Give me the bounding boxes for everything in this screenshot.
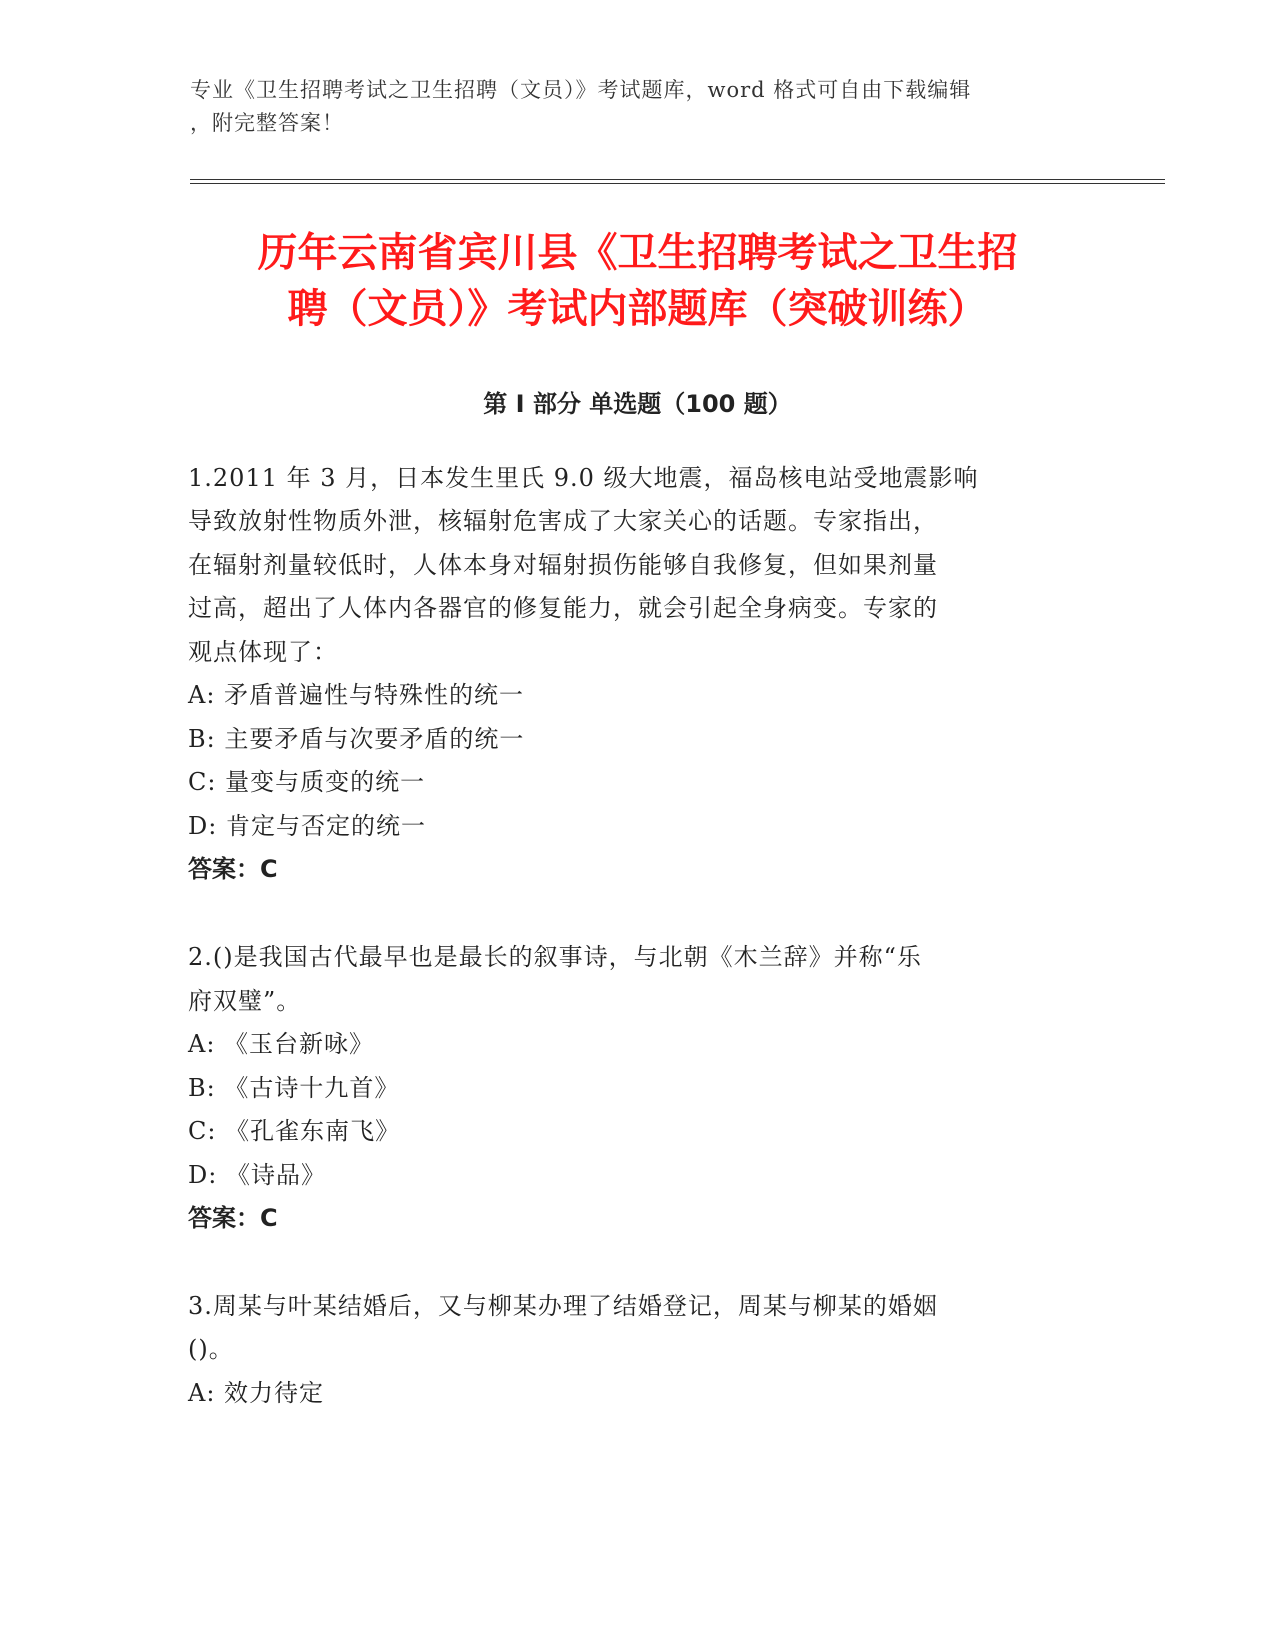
question-2-answer: 答案：C [188,1204,278,1232]
document-title-line-2: 聘（文员）》考试内部题库（突破训练） [287,286,988,332]
document-title [190,225,1085,337]
question-2-option-c: C: 《孔雀东南飞》 [188,1117,401,1145]
section-heading: 第 I 部分 单选题（100 题） [483,390,792,418]
question-1-stem-line: 导致放射性物质外泄，核辐射危害成了大家关心的话题。专家指出， [188,507,938,535]
document-title-line-1: 历年云南省宾川县《卫生招聘考试之卫生招 [257,230,1018,276]
question-1-option-c: C: 量变与质变的统一 [188,768,426,796]
question-2-stem-line: 府双璧”。 [188,987,302,1015]
header-note-line-2: ，附完整答案！ [190,111,344,135]
question-1-option-b: B: 主要矛盾与次要矛盾的统一 [188,725,525,753]
question-3-option-a: A: 效力待定 [188,1379,325,1407]
header-divider-top [190,179,1165,180]
question-2-option-d: D: 《诗品》 [188,1161,326,1189]
question-2-stem-line: 2.()是我国古代最早也是最长的叙事诗，与北朝《木兰辞》并称“乐 [188,943,922,971]
header-divider-bottom [190,183,1165,184]
header-note-line-1: 专业《卫生招聘考试之卫生招聘（文员）》考试题库，word 格式可自由下载编辑 [190,78,972,102]
question-2-option-b: B: 《古诗十九首》 [188,1074,400,1102]
question-1-answer: 答案：C [188,855,278,883]
question-3-stem-line: ()。 [188,1335,234,1363]
question-1-stem-line: 在辐射剂量较低时，人体本身对辐射损伤能够自我修复，但如果剂量 [188,551,938,579]
question-1-stem-line: 观点体现了： [188,638,338,666]
question-1-stem-line: 1.2011 年 3 月，日本发生里氏 9.0 级大地震，福岛核电站受地震影响 [188,464,979,492]
question-3-stem-line: 3.周某与叶某结婚后，又与柳某办理了结婚登记，周某与柳某的婚姻 [188,1292,938,1320]
header-note [190,74,1090,140]
question-1-stem-line: 过高，超出了人体内各器官的修复能力，就会引起全身病变。专家的 [188,594,938,622]
question-2-option-a: A: 《玉台新咏》 [188,1030,375,1058]
question-1-option-d: D: 肯定与否定的统一 [188,812,426,840]
question-1-option-a: A: 矛盾普遍性与特殊性的统一 [188,681,525,709]
